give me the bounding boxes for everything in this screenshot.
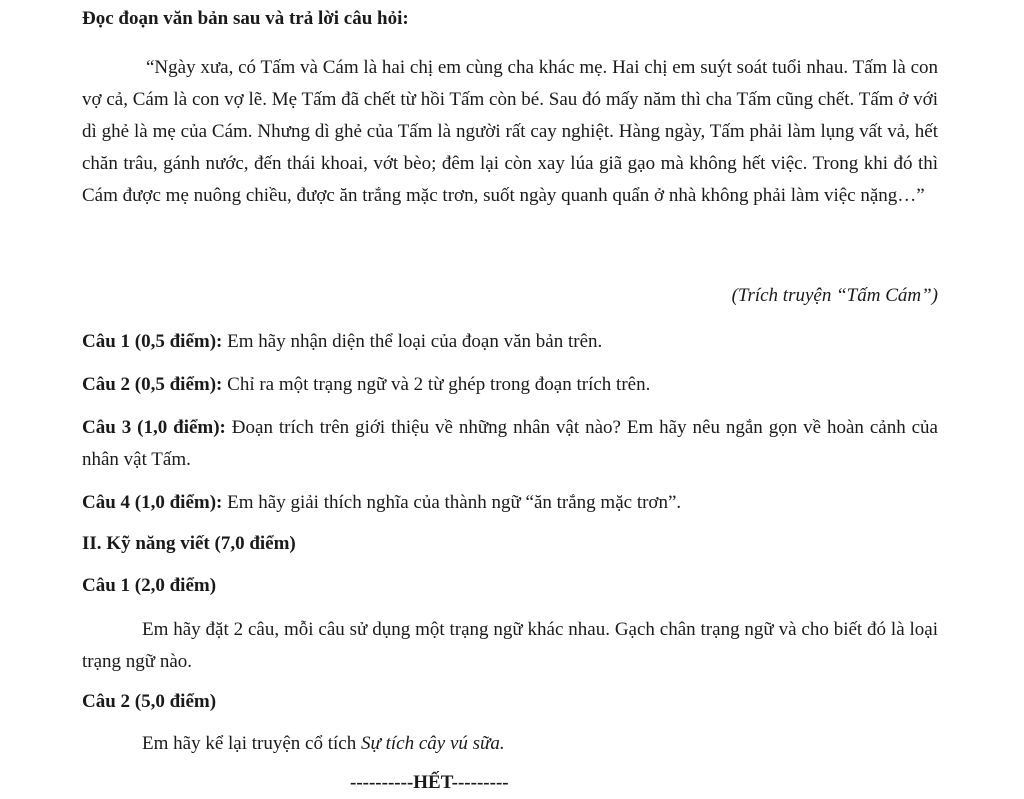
question-label: Câu 1 (0,5 điểm): xyxy=(82,331,223,352)
reading-passage: “Ngày xưa, có Tấm và Cám là hai chị em cùng cha khác mẹ. Hai chị em suýt soát tuổi nhau. Tấm là con vợ cả, Cám là con vợ lẽ. Mẹ Tấm đã chết từ hồi Tấm còn bé. Sau đó mấy năm thì cha Tấm cũng chết. Tấm ở với dì ghẻ là mẹ của Cám. Nhưng dì ghẻ của Tấm là người rất cay nghiệt. Hàng ngày, Tấm phải làm lụng vất vả, hết chăn trâu, gánh nước, đến thái khoai, vớt bèo; đêm lại còn xay lúa giã gạo mà không hết việc. Trong khi đó thì Cám được mẹ nuông chiều, được ăn trắng mặc trơn, suốt ngày quanh quẩn ở nhà không phải làm việc nặng…” xyxy=(82,57,938,206)
reading-question-1 xyxy=(82,326,938,358)
question-text: Đoạn trích trên giới thiệu về những nhân vật nào? Em hãy nêu ngắn gọn về hoàn cảnh của nhân vật Tấm. xyxy=(82,417,938,470)
source-prefix: (Trích truyện xyxy=(731,285,837,306)
reading-question-3 xyxy=(82,412,938,476)
question-text: Chỉ ra một trạng ngữ và 2 từ ghép trong đoạn trích trên. xyxy=(222,374,651,395)
reading-question-4 xyxy=(82,487,938,519)
question-text: Em hãy nhận diện thể loại của đoạn văn bản trên. xyxy=(222,331,603,352)
question-label: Câu 3 (1,0 điểm): xyxy=(82,417,226,438)
writing-section-title: II. Kỹ năng viết (7,0 điểm) xyxy=(82,533,296,554)
question-label: Câu 4 (1,0 điểm): xyxy=(82,492,223,513)
writing-question-1-title: Câu 1 (2,0 điểm) xyxy=(82,575,217,596)
passage-source xyxy=(732,285,938,307)
source-title: “Tấm Cám”) xyxy=(836,285,938,306)
writing-question-1-text: Em hãy đặt 2 câu, mỗi câu sử dụng một trạng ngữ khác nhau. Gạch chân trạng ngữ và cho biết đó là loại trạng ngữ nào. xyxy=(82,619,938,672)
writing-question-2-text xyxy=(82,728,938,760)
story-title: Sự tích cây vú sữa. xyxy=(360,733,505,754)
reading-instruction-heading: Đọc đoạn văn bản sau và trả lời câu hỏi: xyxy=(82,8,409,29)
question-label: Câu 2 (0,5 điểm): xyxy=(82,374,223,395)
writing-question-2-title: Câu 2 (5,0 điểm) xyxy=(82,691,217,712)
end-of-exam-mark: ----------HẾT--------- xyxy=(350,772,509,793)
question-text: Em hãy giải thích nghĩa của thành ngữ “ăn trắng mặc trơn”. xyxy=(222,492,682,513)
reading-question-2 xyxy=(82,369,938,401)
writing-question-2-prefix: Em hãy kể lại truyện cổ tích xyxy=(142,733,361,754)
